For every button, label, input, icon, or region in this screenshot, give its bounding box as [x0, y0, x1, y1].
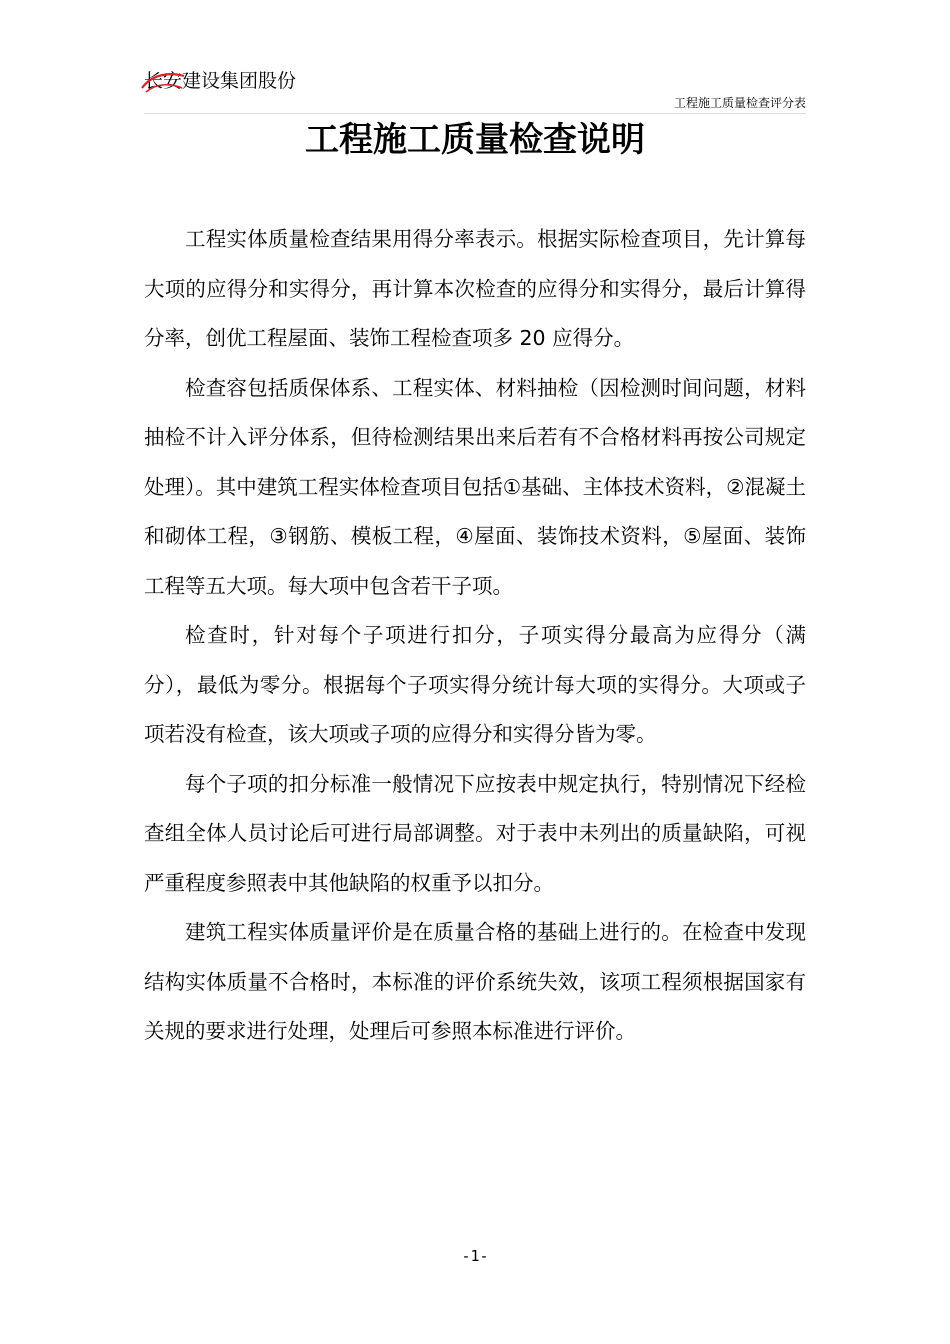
- logo-mark: [144, 68, 182, 94]
- page-title: 工程施工质量检查说明: [305, 120, 645, 160]
- logo-swoosh-icon: [140, 70, 186, 94]
- paragraph: 建筑工程实体质量评价是在质量合格的基础上进行的。在检查中发现结构实体质量不合格时，本标准的评价系统失效，该项工程须根据国家有关规的要求进行处理，处理后可参照本标准进行评价。: [144, 920, 806, 1043]
- paragraph: 工程实体质量检查结果用得分率表示。根据实际检查项目，先计算每大项的应得分和实得分，再计算本次检查的应得分和实得分，最后计算得分率，创优工程屋面、装饰工程检查项多 20 应得分。: [144, 227, 806, 350]
- paragraph: 检查时，针对每个子项进行扣分，子项实得分最高为应得分（满分），最低为零分。根据每个子项实得分统计每大项的实得分。大项或子项若没有检查，该大项或子项的应得分和实得分皆为零。: [144, 623, 806, 746]
- header-rule: [144, 113, 806, 114]
- paragraph: 每个子项的扣分标准一般情况下应按表中规定执行，特别情况下经检查组全体人员讨论后可进行局部调整。对于表中未列出的质量缺陷，可视严重程度参照表中其他缺陷的权重予以扣分。: [144, 771, 806, 895]
- document-body: [144, 215, 806, 1057]
- company-logo: [144, 68, 296, 94]
- paragraph: 检查容包括质保体系、工程实体、材料抽检（因检测时间问题，材料抽检不计入评分体系，但待检测结果出来后若有不合格材料再按公司规定处理）。其中建筑工程实体检查项目包括①基础、主体技术资料，②混凝土和砌体工程，③钢筋、模板工程，④屋面、装饰技术资料，⑤屋面、装饰工程等五大项。每大项中包含若干子项。: [144, 375, 807, 598]
- running-header: 工程施工质量检查评分表: [673, 96, 806, 110]
- company-name: 建设集团股份: [182, 70, 297, 92]
- logo-mark-text: 长安: [144, 70, 183, 92]
- page-number: -1-: [461, 1247, 489, 1265]
